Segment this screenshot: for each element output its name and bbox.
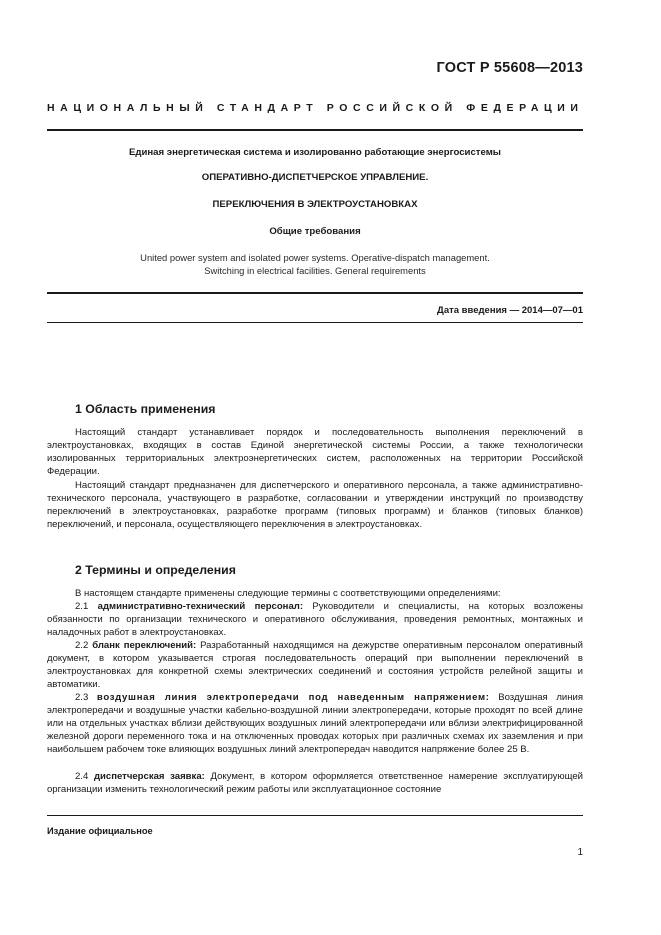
term-name: диспетчерская заявка: xyxy=(93,771,205,782)
english-title-line2: Switching in electrical facilities. General requirements xyxy=(204,264,426,276)
document-title-line2: ПЕРЕКЛЮЧЕНИЯ В ЭЛЕКТРОУСТАНОВКАХ xyxy=(212,199,418,210)
term-number: 2.2 xyxy=(75,640,89,651)
section1-paragraph2: Настоящий стандарт предназначен для диспетчерского и оперативного персонала, а также административно-технического персонала, участвующего в разработке, согласовании и утверждении инструкций по производству переключений в электроустановках, разработке программ (типовых программ) и бланков (типовых бланков) переключений, и персонала, осуществляющего переключения в электроустановках. xyxy=(47,480,583,531)
term-name: административно-технический персонал: xyxy=(97,601,304,612)
term-number: 2.3 xyxy=(75,692,89,703)
document-subtitle: Общие требования xyxy=(269,226,361,237)
standard-number: ГОСТ Р 55608—2013 xyxy=(436,60,583,76)
section1-paragraph1: Настоящий стандарт устанавливает порядок и последовательность выполнения переключений в электроустановках, входящих в состав Единой энергетической системы России, а также технологически изолированных территориальных электроэнергетических систем, расположенных на территории Российской Федерации. xyxy=(47,427,583,478)
term-definition: Разработанный находящимся на дежурстве оперативным персоналом оперативный документ, в котором указывается строгая последовательность операций при выполнении переключений в электроустановках для конкретной схемы электрических соединений и состояния устройств релейной защиты и автоматики. xyxy=(47,640,583,691)
page-number: 1 xyxy=(577,847,583,858)
term-2-1 xyxy=(47,600,583,639)
document-title-line1: ОПЕРАТИВНО-ДИСПЕТЧЕРСКОЕ УПРАВЛЕНИЕ. xyxy=(201,172,429,183)
term-definition: Документ, в котором оформляется ответственное намерение эксплуатирующей организации изменить технологический режим работы или эксплуатационное состояние xyxy=(47,771,583,796)
term-number: 2.1 xyxy=(75,601,89,612)
term-2-3 xyxy=(47,691,583,756)
official-edition-label: Издание официальное xyxy=(47,826,153,836)
system-name: Единая энергетическая система и изолированно работающие энергосистемы xyxy=(128,147,501,158)
section2-heading: 2 Термины и определения xyxy=(75,563,236,577)
national-standard-banner: НАЦИОНАЛЬНЫЙ СТАНДАРТ РОССИЙСКОЙ ФЕДЕРАЦИИ xyxy=(47,102,584,114)
section1-heading: 1 Область применения xyxy=(75,402,216,416)
english-title xyxy=(47,252,583,277)
date-divider xyxy=(47,322,583,323)
term-definition: Воздушная линия электропередачи и воздушные участки кабельно-воздушной линии электропередачи, которые проходят по всей длине или на отдельных участках вблизи действующих воздушных линий электропередачи или вблизи электрифицированной железной дороги переменного тока и на отключенных проводах которых при различных схемах их заземления и при наибольшем рабочем токе влияющих воздушных линий электропередач наводится напряжение более 25 В. xyxy=(47,692,583,756)
footer-divider xyxy=(47,815,583,816)
term-number: 2.4 xyxy=(75,771,89,782)
introduction-date: Дата введения — 2014—07—01 xyxy=(437,305,583,316)
english-title-line1: United power system and isolated power systems. Operative-dispatch management. xyxy=(140,252,490,263)
title-divider xyxy=(47,292,583,294)
header-divider xyxy=(47,129,583,131)
term-name: бланк переключений: xyxy=(92,640,197,651)
term-2-2 xyxy=(47,639,583,691)
term-definition: Руководители и специалисты, на которых возложены обязанности по организации технического и оперативного обслуживания, проведения ремонтных, монтажных и наладочных работ в электроустановках. xyxy=(47,601,583,639)
term-name: воздушная линия электропередачи под наведенным напряжением: xyxy=(96,692,490,703)
section2-intro: В настоящем стандарте применены следующие термины с соответствующими определениями: xyxy=(75,588,501,599)
term-2-4 xyxy=(47,770,583,796)
